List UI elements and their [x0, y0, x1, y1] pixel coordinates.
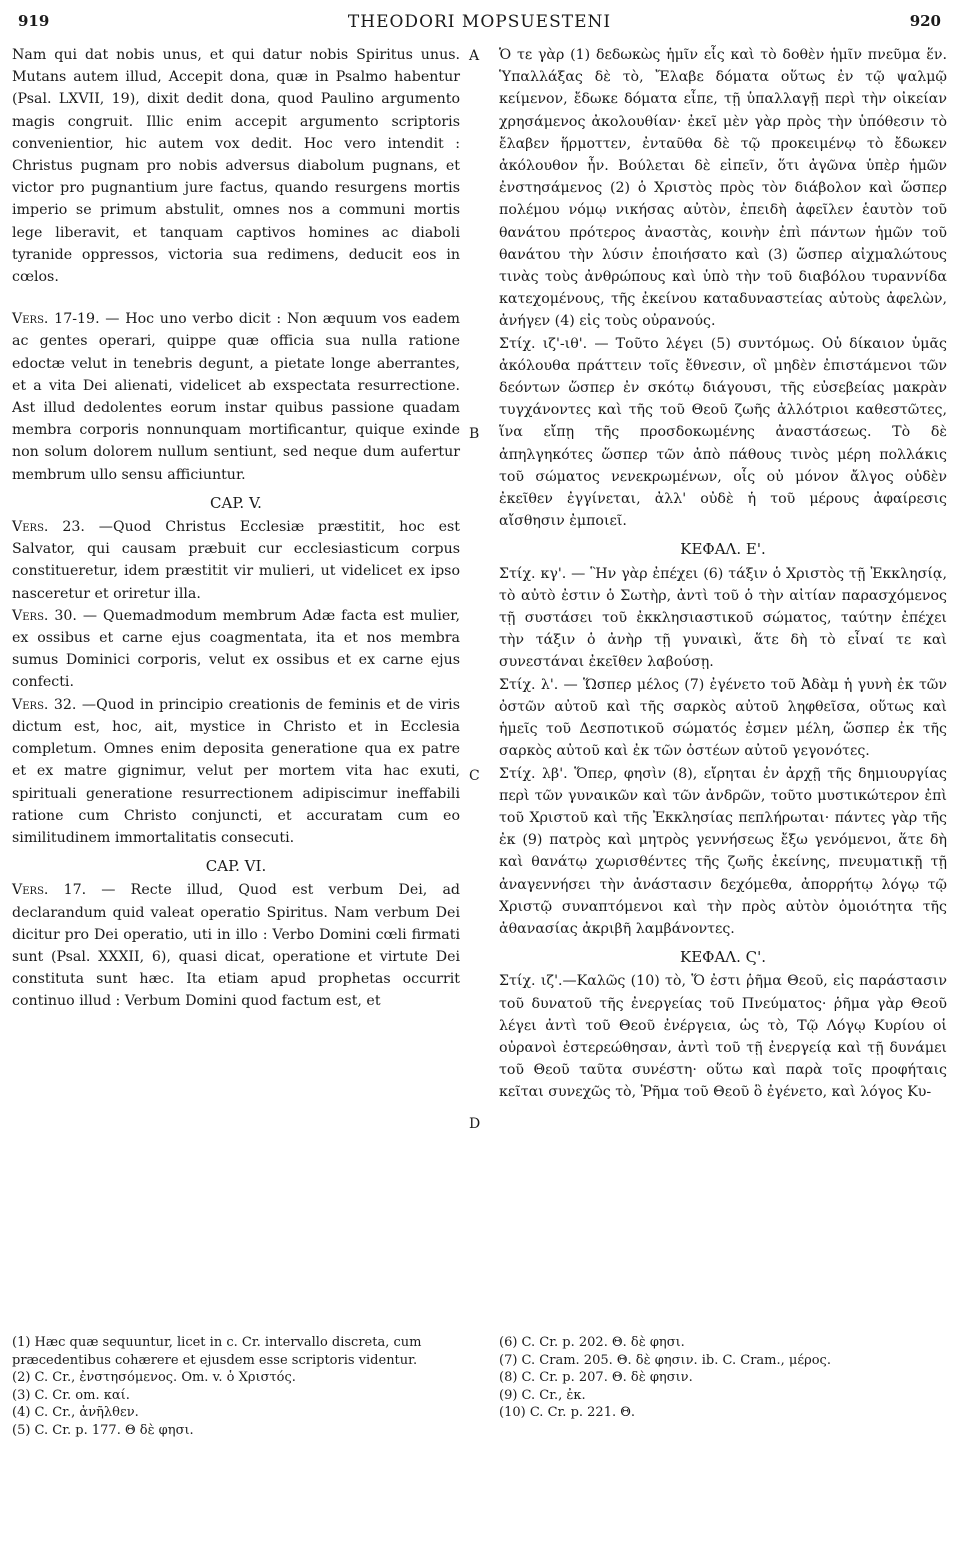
footnotes-left — [12, 1334, 460, 1439]
footnote: (7) C. Cram. 205. Θ. δὲ φησιν. ib. C. Cram., μέρος. — [499, 1352, 831, 1368]
footnote: (4) C. Cr., ἀνῆλθεν. — [12, 1405, 139, 1420]
greek-paragraph-3: Στίχ. κγ'. — Ἣν γὰρ ἐπέχει (6) τάξιν ὁ Χριστὸς τῇ Ἐκκλησίᾳ, τὸ αὐτὸ ἐστιν ὁ Σωτὴρ, ἀντὶ τοῦ ὁ τὴν αἰτίαν παρασχόμενος τῇ συστάσει τοῦ ἐκκλησιαστικοῦ σώματος, ταύτην ἐπέχει τὴν τάξιν ὁ ἀνὴρ τῇ γυναικὶ, ἅτε δὴ τὸ εἶναί τε καὶ συνεστάναι ἐκεῖθεν λαβούσῃ. — [499, 565, 947, 671]
footnote: (3) C. Cr. om. καί. — [12, 1387, 130, 1403]
latin-column — [12, 44, 460, 1104]
latin-text: —Quod Christus Ecclesiæ præstitit, hoc est Salvator, qui causam præbuit cur ecclesiasticum corpus constitueretur, idem præstitit vir mulieri, ut videlicet ex ipso nasceretur et oriretur illa. — [12, 519, 460, 602]
latin-text: — Quemadmodum membrum Adæ facta est mulier, ex ossibus et carne ejus coagmentata, ita et nos membra sumus Dominici corporis, velut ex ossibus et ex carne ejus confecti. — [12, 607, 460, 691]
greek-column — [499, 44, 947, 1104]
latin-text: —Quod in principio creationis de feminis et de viris dictum est, hoc, ait, mystice in Christo et in Ecclesia completum. Omnes enim deposita generatione qua ex patre et ex matre gignimur, velut per mortem vita hac exuti, spirituali generatione resurrectionem adipiscimur ineffabili ratione cum Christo conjuncti, et accuratam cum eo similitudinem immortalitatis consecuti. — [12, 696, 460, 846]
running-title: THEODORI MOPSUESTENI — [347, 12, 612, 32]
latin-text: — Hoc uno verbo dicit : Non æquum vos eadem ac gentes operari, quippe quæ officia sua nulla ratione edoctæ velut in tenebris degunt, a pietate longe aberrantes, et a vita Dei alienati, videlicet ab exspectata resurrectione. Ast illud dedolentes eorum instar quibus passione quadam membra corporis nonnunquam mortificantur, quique exinde non solum dolorem nullum sentiunt, sed neque dum aufertur membrum ullo sensu afficiuntur. — [12, 311, 460, 483]
greek-paragraph-5: Στίχ. λβ'. Ὅπερ, φησὶν (8), εἴρηται ἐν ἀρχῇ τῆς δημιουργίας περὶ τῶν γυναικῶν καὶ τῶν ἀνδρῶν, τοῦτο μυστικώτερον ἐπὶ τοῦ Χριστοῦ καὶ τῆς Ἐκκλησίας πεπλήρωται· πάντες γὰρ τῆς ἐκ (9) πατρὸς καὶ μητρὸς γεννήσεως ἔξω γενόμενοι, ἅτε δὴ καὶ θανάτῳ χωρισθέντες τῆς ζωῆς ἐκείνης, πνευματικῇ τῇ ἀναγεννήσει τὴν ἀνάστασιν δεχόμεθα, ἀπορρήτῳ λόγῳ τῷ Χριστῷ συναπτόμενοι καὶ τὴν πρὸς αὐτὸν ὁμοιότητα τῆς ἀθανασίας ἀκριβῆ λαμβάνοντες. — [499, 765, 947, 937]
page-header — [12, 4, 947, 44]
greek-paragraph-6: Στίχ. ιζ'.—Καλῶς (10) τὸ, Ὅ ἐστι ῥῆμα Θεοῦ, εἰς παράστασιν τοῦ δυνατοῦ τῆς ἐνεργείας τοῦ Πνεύματος· ῥῆμα γὰρ Θεοῦ λέγει ἀντὶ τοῦ Θεοῦ ἐνέργεια, ὡς τὸ, Τῷ Λόγῳ Κυρίου οἱ οὐρανοὶ ἐστερεώθησαν, ἀντὶ τοῦ τῇ ἐνεργείᾳ καὶ τῇ δυνάμει τοῦ Θεοῦ ταῦτα συνέστη· οὕτω καὶ παρὰ τοῖς προφήταις κεῖται συνεχῶς τὸ, Ῥῆμα τοῦ Θεοῦ ὃ ἐγένετο, καὶ λόγος Κυ- — [499, 973, 947, 1101]
verse-ref: Vers. 17-19. — [12, 311, 100, 328]
verse-ref: Vers. 17. — [12, 882, 87, 899]
verse-ref: Vers. 32. — [12, 696, 77, 713]
footnotes — [12, 1334, 947, 1439]
marker-d: D — [469, 1116, 481, 1132]
latin-paragraph-6 — [12, 879, 460, 1012]
latin-paragraph-2 — [12, 308, 460, 486]
footnote: (2) C. Cr., ἐνστησόμενος. Om. v. ὁ Χριστός. — [12, 1370, 296, 1385]
page-number-right: 920 — [909, 12, 941, 30]
page-number-left: 919 — [18, 12, 50, 30]
greek-paragraph-2: Στίχ. ιζ'-ιθ'. — Τοῦτο λέγει (5) συντόμως. Οὐ δίκαιον ὑμᾶς ἀκόλουθα πράττειν τοῖς ἔθνεσιν, οἳ μηδὲν ἐπιστάμενοι τῶν δεόντων ὥσπερ ἐν σκότῳ διάγουσι, τῆς εὐσεβείας μακρὰν τυγχάνοντες καὶ τῆς τοῦ Θεοῦ ζωῆς ἀλλότριοι καθεστῶτες, ἵνα εἴπῃ τῆς προσδοκωμένης ἀναστάσεως. Τὸ δὲ ἀπηλγηκότες ὥσπερ τῶν ἀπὸ πάθους τινὸς μέρη πολλάκις τοῦ σώματος νενεκρωμένων, οἷς οὐ μόνον ἄλγος οὐδὲν ἐκεῖθεν ἐγγίνεται, ἀλλ' οὐδὲ ἡ τοῦ μέρους ἀφαίρεσις αἴσθησιν ἐμποιεῖ. — [499, 335, 947, 530]
two-column-text — [12, 44, 947, 1104]
marker-a: A — [469, 48, 480, 64]
marker-c: C — [469, 768, 480, 784]
verse-ref: Vers. 23. — [12, 519, 85, 536]
greek-paragraph-1: Ὁ τε γὰρ (1) δεδωκὼς ἡμῖν εἷς καὶ τὸ δοθὲν ἡμῖν πνεῦμα ἕν. Ὑπαλλάξας δὲ τὸ, Ἔλαβε δόματα οὕτως ἐν τῷ ψαλμῷ κείμενον, ἔδωκε δόματα εἶπε, τῇ ὑπαλλαγῇ περὶ τὴν οἰκείαν χρησάμενος ἀκολουθίαν· ἐκεῖ μὲν γὰρ πρὸς τὴν ὑπόθεσιν τὸ ἔλαβεν ἥρμοττεν, ἐνταῦθα δὲ τῷ προκειμένῳ τὸ ἔδωκεν ἀκόλουθον ἦν. Βούλεται δὲ εἰπεῖν, ὅτι ἀγῶνα ὑπὲρ ἡμῶν ἐνστησάμενος (2) ὁ Χριστὸς πρὸς τὸν διάβολον καὶ ὥσπερ πολέμου νόμῳ νικήσας αὐτὸν, ἐπειδὴ ἀφεῖλεν ἑαυτὸν τοῦ θανάτου πρότερος ἀναστὰς, κοινὴν ἐπὶ πάντων ἡμῶν τοῦ θανάτου τὴν λύσιν ἐποιήσατο καὶ (3) ὥσπερ αἰχμαλώτους τινὰς τοὺς ἀνθρώπους καὶ ὑπὸ τὴν τοῦ διαβόλου τυραννίδα κατεχομένους, τῆς ἐκείνου καταδυναστείας αὐτοὺς ἀφελὼν, ἀνήγεν (4) εἰς τοὺς οὐρανούς. — [499, 47, 947, 330]
greek-paragraph-4: Στίχ. λ'. — Ὥσπερ μέλος (7) ἐγένετο τοῦ Ἀδὰμ ἡ γυνὴ ἐκ τῶν ὀστῶν αὐτοῦ καὶ τῆς σαρκὸς αὐτοῦ ληφθεῖσα, οὕτως καὶ ἡμεῖς τοῦ Δεσποτικοῦ σώματός ἐσμεν μέλη, ὥσπερ ἐκ τῆς σαρκὸς αὐτοῦ καὶ ἐκ τῶν ὀστέων αὐτοῦ γεγονότες. — [499, 676, 947, 760]
footnote: (6) C. Cr. p. 202. Θ. δὲ φησι. — [499, 1335, 685, 1350]
footnote: (8) C. Cr. p. 207. Θ. δὲ φησιν. — [499, 1370, 693, 1385]
latin-paragraph-1: Nam qui dat nobis unus, et qui datur nobis Spiritus unus. Mutans autem illud, Accepit dona, quæ in Psalmo habentur (Psal. LXVII, 19), dixit dedit dona, quod Paulino argumento magis congruit. Illic enim accepit argumento scriptoris convenientior, hic autem vox dedit. Hoc vero intendit : Christus pugnam pro nobis adversus diabolum pugnans, et victor pro pugnantium jure factus, quando resurgens mortis imperio se primum abstulit, omnes nos a communi mortis lege liberavit, et tanquam captivos homines ac diaboli tyranide oppressos, victoria sua redimens, deducit eos in cœlos. — [12, 47, 460, 286]
latin-paragraph-5 — [12, 694, 460, 849]
footnotes-right — [499, 1334, 947, 1439]
marker-b: B — [469, 426, 480, 442]
footnote: (5) C. Cr. p. 177. Θ δὲ φησι. — [12, 1422, 194, 1438]
footnote: (1) Hæc quæ sequuntur, licet in c. Cr. intervallo discreta, cum præcedentibus cohærere et ejusdem esse scriptoris videntur. — [12, 1335, 422, 1368]
verse-ref: Vers. 30. — [12, 607, 77, 624]
latin-text: — Recte illud, Quod est verbum Dei, ad declarandum quid valeat operatio Spiritus. Nam verbum Dei dicitur pro Dei operatio, uti in illo : Verbo Domini cœli firmati sunt (Psal. XXXII, 6), quasi dicat, operatione et virtute Dei constituta sunt hæc. Ita etiam apud prophetas occurrit continuo illud : Verbum Domini quod factum est, et — [12, 882, 460, 1010]
chapter-heading-5: CAP. V. — [210, 493, 262, 512]
footnote: (10) C. Cr. p. 221. Θ. — [499, 1405, 636, 1420]
greek-chapter-heading-5: ΚΕΦΑΛ. Ε'. — [680, 540, 766, 559]
latin-paragraph-3 — [12, 516, 460, 605]
footnote: (9) C. Cr., ἐκ. — [499, 1387, 586, 1403]
latin-paragraph-4 — [12, 605, 460, 694]
greek-chapter-heading-6: ΚΕΦΑΛ. Ϛ'. — [679, 948, 767, 967]
chapter-heading-6: CAP. VI. — [205, 857, 267, 876]
